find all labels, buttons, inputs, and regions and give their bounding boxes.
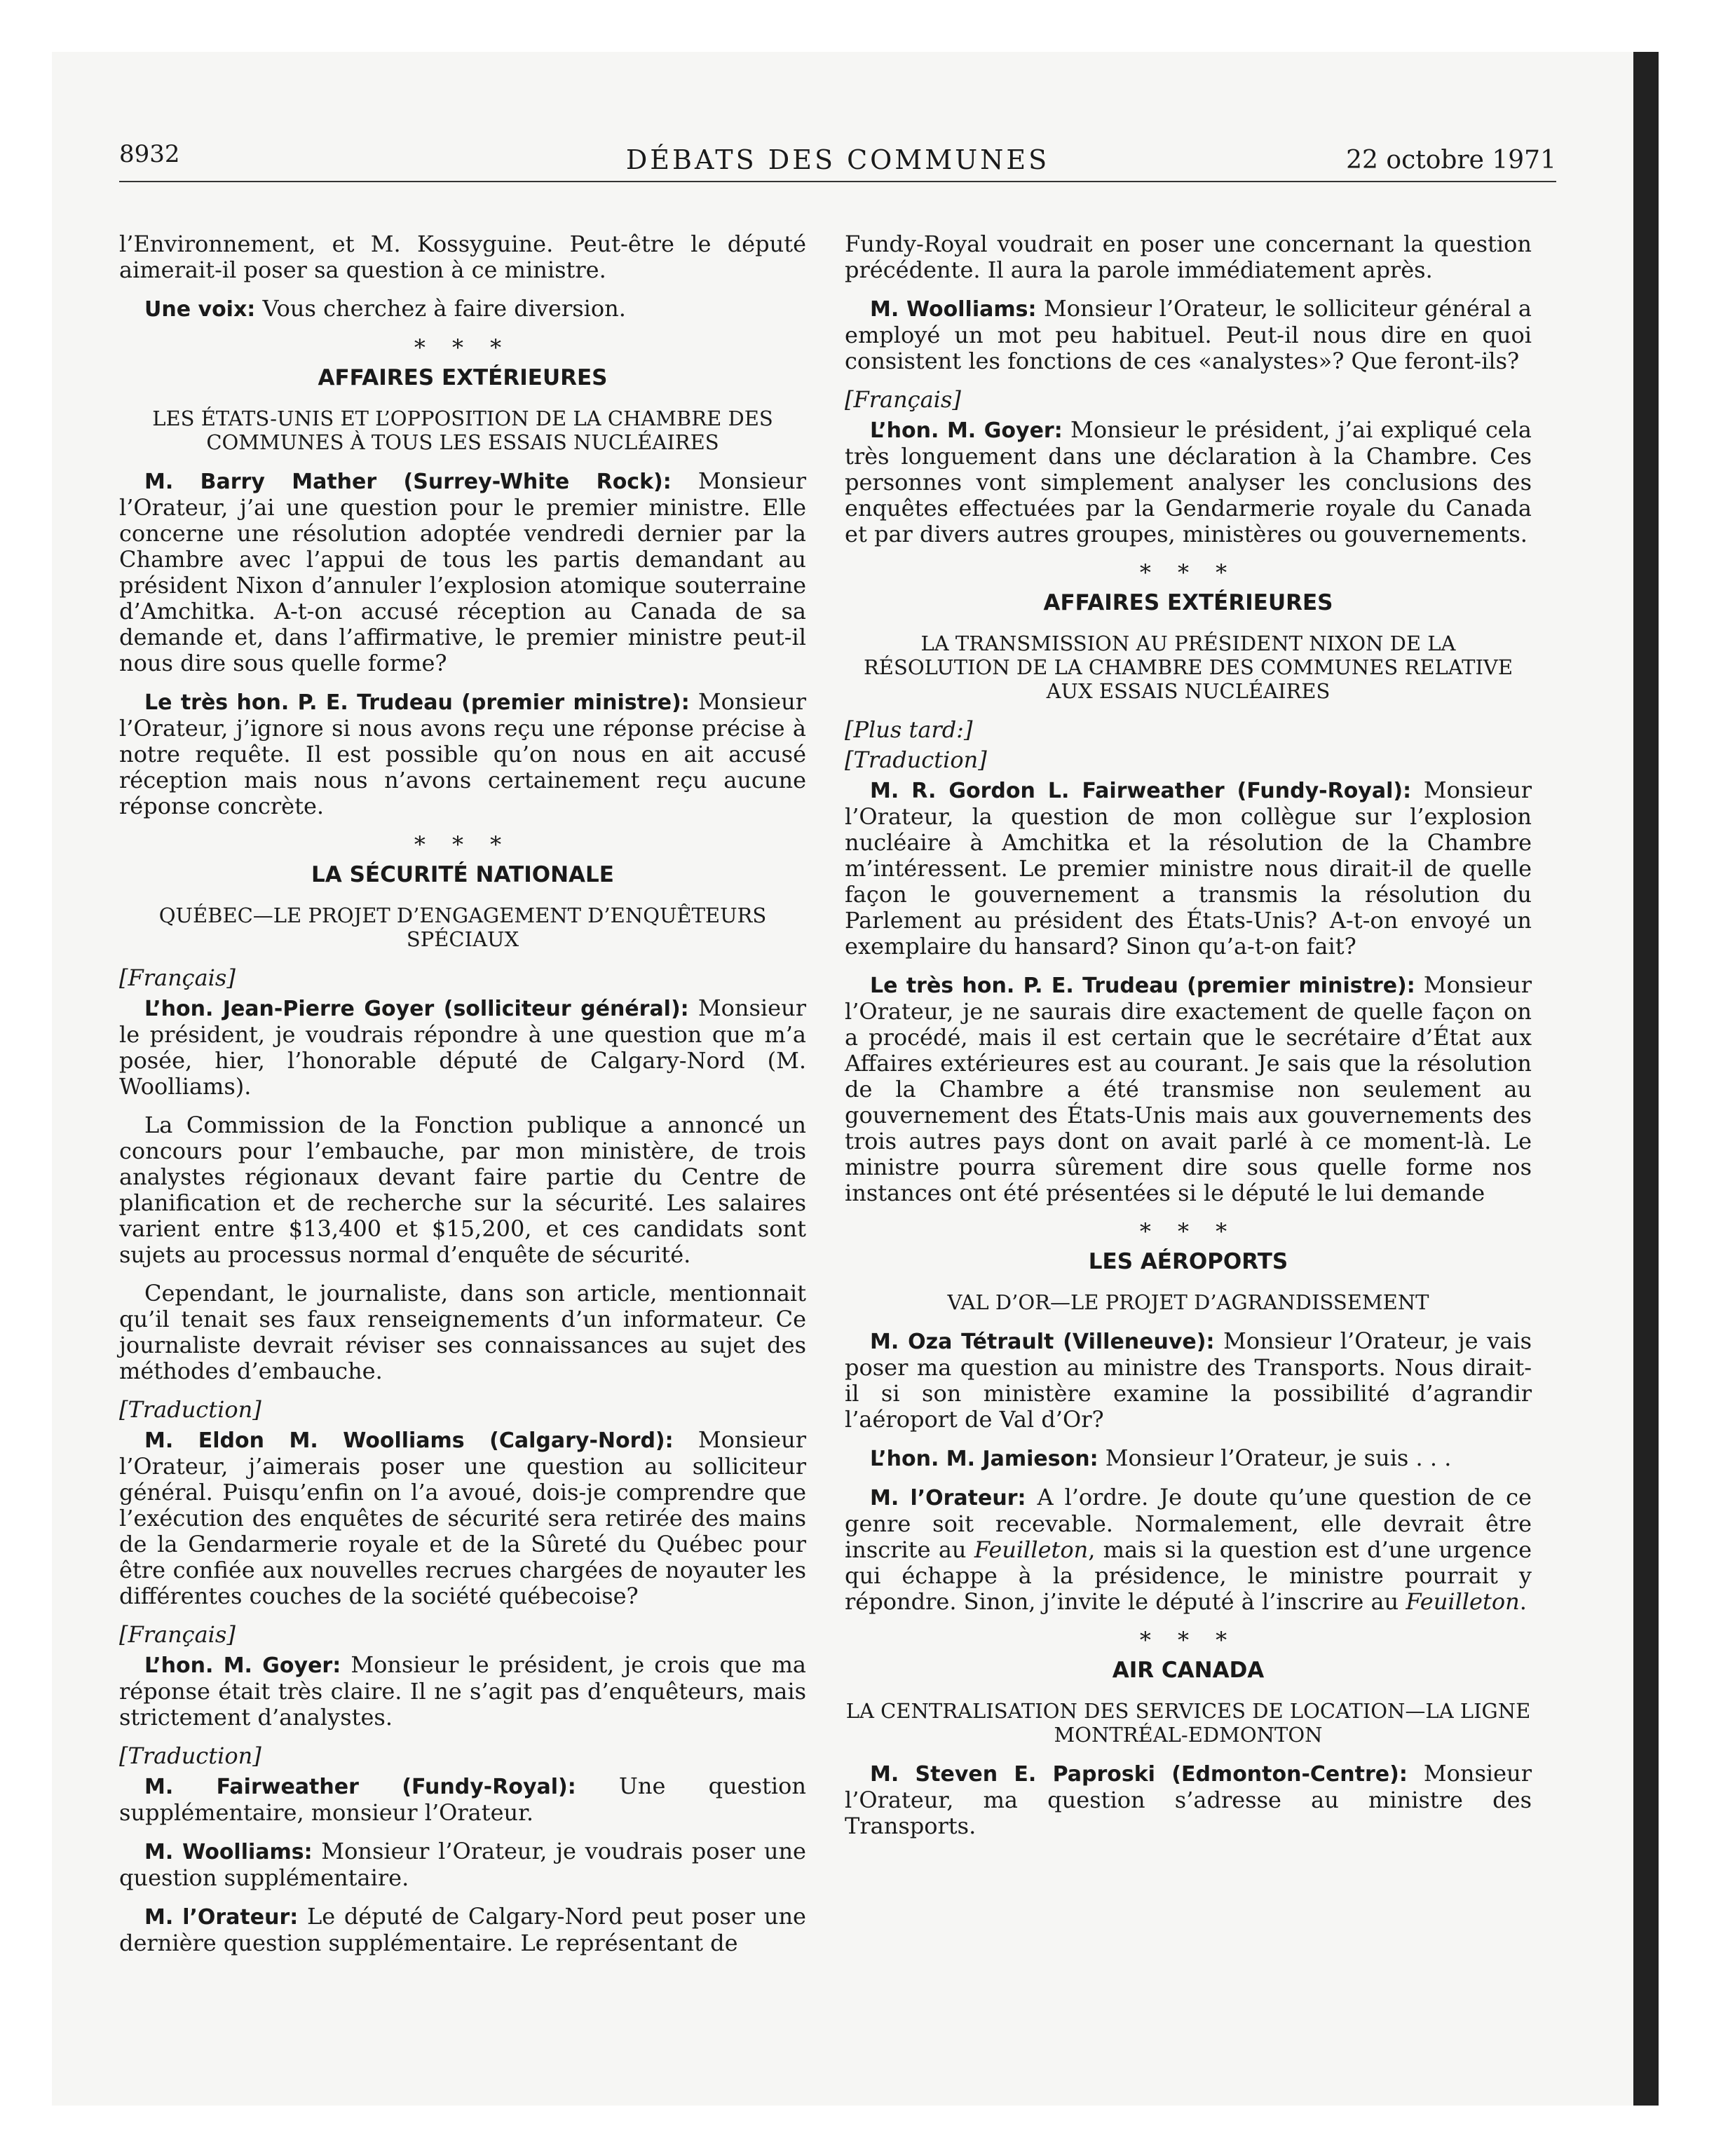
speech-text: Monsieur l’Orateur, je vais poser ma question au ministre des Transports. Nous dirait-il si son ministère examine la possibilité d’agrandir l’aéroport de Val d’Or? (845, 1328, 1532, 1433)
paragraph (119, 1427, 806, 1609)
paragraph (119, 1904, 806, 1956)
page-date: 22 octobre 1971 (1346, 146, 1556, 175)
speaker-name: M. Fairweather (Fundy-Royal): (144, 1775, 576, 1799)
speech-text: Monsieur l’Orateur, j’ignore si nous avons reçu une réponse précise à notre requête. Il est possible qu’on nous en ait accusé réception mais nous n’avons certainement reçu aucune réponse concrète. (119, 688, 807, 819)
speech-text: Monsieur le président, je voudrais répondre à une question que m’a posée, hier, l’honorable député de Calgary-Nord (M. Woolliams). (119, 995, 807, 1100)
scan-edge-shadow (1633, 52, 1659, 2106)
paragraph (845, 1328, 1532, 1433)
speech-text: Monsieur l’Orateur, je ne saurais dire exactement de quelle façon on a procédé, mais il est certain que le secrétaire d’État aux Affaires extérieures est au courant. Je sais que la résolution de la Chambre a été transmise non seulement au gouvernement des États-Unis mais aux gouvernements des trois autres pays dont on avait parlé à ce moment-là. Le ministre pourra sûrement dire sous quelle forme nos instances ont été présentées si le député le lui demande (845, 971, 1532, 1206)
speaker-name: M. Eldon M. Woolliams (Calgary-Nord): (144, 1428, 674, 1453)
section-separator: * * * (414, 334, 512, 361)
paragraph (119, 1652, 806, 1731)
section-heading: LES AÉROPORTS (1088, 1249, 1288, 1274)
language-note: [Plus tard:] (845, 716, 973, 743)
speaker-name: L’hon. M. Jamieson: (870, 1447, 1098, 1471)
speaker-name: M. l’Orateur: (144, 1905, 299, 1930)
paragraph (845, 972, 1532, 1206)
section-separator: * * * (1139, 1627, 1237, 1653)
speaker-name: L’hon. Jean-Pierre Goyer (solliciteur général): (144, 997, 689, 1021)
speech-text: Vous cherchez à faire diversion. (255, 295, 626, 322)
publication-title: DÉBATS DES COMMUNES (625, 144, 1050, 175)
paragraph (119, 689, 806, 819)
paragraph (119, 1773, 806, 1826)
paragraph: Cependant, le journaliste, dans son article, mentionnait qu’il tenait ses faux renseignements d’un informateur. Ce journaliste devrait réviser ses connaissances au sujet des méthodes d’embauche. (119, 1280, 806, 1384)
paragraph: l’Environnement, et M. Kossyguine. Peut-être le député aimerait-il poser sa question à ce ministre. (119, 231, 806, 283)
speech-text: . (1519, 1588, 1527, 1615)
paragraph: La Commission de la Fonction publique a annoncé un concours pour l’embauche, par mon ministère, de trois analystes régionaux devant faire partie du Centre de planification et de recherche sur la sécurité. Les salaires varient entre $13,400 et $15,200, et ces candidats sont sujets au processus normal d’enquête de sécurité. (119, 1112, 806, 1268)
section-heading: AFFAIRES EXTÉRIEURES (318, 365, 608, 390)
speech-text: Le député de Calgary-Nord peut poser une dernière question supplémentaire. Le représentant de (119, 1903, 806, 1956)
paragraph (119, 995, 806, 1100)
speech-text: Monsieur l’Orateur, je voudrais poser une question supplémentaire. (119, 1838, 806, 1891)
paragraph (845, 777, 1532, 960)
section-heading: AFFAIRES EXTÉRIEURES (1043, 590, 1333, 615)
paragraph (119, 296, 806, 322)
header-rule (119, 181, 1556, 182)
speech-text: Monsieur l’Orateur, la question de mon collègue sur l’explosion nucléaire à Amchitka et la résolution de la Chambre m’intéressent. Le premier ministre nous dirait-il de quelle façon le gouvernement a transmis la résolution du Parlement au président des États-Unis? A-t-on envoyé un exemplaire du hansard? Sinon qu’a-t-on fait? (845, 777, 1532, 960)
speaker-name: M. Steven E. Paproski (Edmonton-Centre): (870, 1762, 1408, 1787)
language-note: [Traduction] (119, 1396, 261, 1423)
speaker-name: Le très hon. P. E. Trudeau (premier ministre): (144, 690, 690, 715)
speaker-name: Le très hon. P. E. Trudeau (premier ministre): (870, 974, 1415, 998)
speech-text: Une question supplémentaire, monsieur l’Orateur. (119, 1773, 806, 1826)
paragraph (119, 468, 806, 676)
speaker-name: M. Woolliams: (144, 1840, 313, 1864)
section-separator: * * * (1139, 1218, 1237, 1245)
section-heading: AIR CANADA (1112, 1658, 1265, 1683)
paragraph: Fundy-Royal voudrait en poser une concernant la question précédente. Il aura la parole immédiatement après. (845, 231, 1532, 283)
language-note: [Traduction] (845, 746, 987, 773)
section-separator: * * * (414, 831, 512, 858)
speech-text: Monsieur l’Orateur, ma question s’adresse au ministre des Transports. (845, 1760, 1532, 1839)
section-subheading: LA CENTRALISATION DES SERVICES DE LOCATION—LA LIGNE MONTRÉAL-EDMONTON (845, 1699, 1531, 1747)
speaker-name: Une voix: (144, 297, 256, 322)
paragraph (119, 1838, 806, 1891)
section-heading: LA SÉCURITÉ NATIONALE (311, 862, 614, 887)
section-subheading: LES ÉTATS-UNIS ET L’OPPOSITION DE LA CHAMBRE DES COMMUNES À TOUS LES ESSAIS NUCLÉAIRES (152, 407, 773, 454)
speech-text: Monsieur l’Orateur, j’ai une question pour le premier ministre. Elle concerne une résolution adoptée vendredi dernier par la Chambre avec l’appui de tous les partis demandant au président Nixon d’annuler l’explosion atomique souterraine d’Amchitka. A-t-on accusé réception au Canada de sa demande et, dans l’affirmative, le premier ministre peut-il nous dire sous quelle forme? (119, 468, 806, 676)
language-note: [Français] (119, 1621, 236, 1648)
italic-term: Feuilleton (974, 1536, 1089, 1563)
language-note: [Traduction] (119, 1742, 261, 1769)
language-note: [Français] (845, 386, 961, 413)
paragraph (845, 1445, 1532, 1472)
paragraph (845, 1485, 1532, 1615)
speaker-name: M. Oza Tétrault (Villeneuve): (870, 1330, 1215, 1354)
left-column (119, 231, 806, 1969)
speaker-name: L’hon. M. Goyer: (870, 418, 1063, 443)
speech-text: Monsieur l’Orateur, j’aimerais poser une question au solliciteur général. Puisqu’enfin on l’a avoué, dois-je comprendre que l’exécution des enquêtes de sécurité sera retirée des mains de la Gendarmerie royale et de la Sûreté du Québec pour être confiée aux nouvelles recrues chargées de noyauter les différentes couches de la société québecoise? (119, 1426, 807, 1609)
speaker-name: M. Barry Mather (Surrey-White Rock): (144, 470, 672, 494)
section-subheading: VAL D’OR—LE PROJET D’AGRANDISSEMENT (947, 1290, 1429, 1314)
speech-text: Monsieur l’Orateur, le solliciteur général a employé un mot peu habituel. Peut-il nous dire en quoi consistent les fonctions de ces «analystes»? Que feront-ils? (845, 295, 1532, 374)
speaker-name: L’hon. M. Goyer: (144, 1653, 341, 1678)
section-subheading: LA TRANSMISSION AU PRÉSIDENT NIXON DE LA RÉSOLUTION DE LA CHAMBRE DES COMMUNES RELATIVE AUX ESSAIS NUCLÉAIRES (863, 632, 1513, 703)
speaker-name: M. l’Orateur: (870, 1486, 1026, 1510)
speech-text: Monsieur l’Orateur, je suis . . . (1098, 1445, 1452, 1471)
right-column (845, 231, 1532, 1852)
speech-text: Monsieur le président, j’ai expliqué cela très longuement dans une déclaration à la Chambre. Ces personnes vont simplement analyser les conclusions des enquêtes effectuées par la Gendarmerie royale du Canada et par divers autres groupes, ministères ou gouvernements. (845, 416, 1532, 547)
paragraph (845, 296, 1532, 374)
speech-text: Monsieur le président, je crois que ma réponse était très claire. Il ne s’agit pas d’enquêteurs, mais strictement d’analystes. (119, 1651, 807, 1731)
speaker-name: M. R. Gordon L. Fairweather (Fundy-Royal): (870, 779, 1412, 803)
section-subheading: QUÉBEC—LE PROJET D’ENGAGEMENT D’ENQUÊTEURS SPÉCIAUX (158, 903, 767, 951)
italic-term: Feuilleton (1406, 1588, 1520, 1615)
page-number: 8932 (119, 140, 180, 168)
language-note: [Français] (119, 964, 236, 991)
speech-text: , mais si la question est d’une urgence qui échappe à la présidence, le ministre pourrait y répondre. Sinon, j’invite le député à l’inscrire au (845, 1536, 1532, 1615)
page-header (119, 140, 1556, 182)
paragraph (845, 1761, 1532, 1839)
paragraph (845, 417, 1532, 547)
speaker-name: M. Woolliams: (870, 297, 1037, 322)
speech-text: A l’ordre. Je doute qu’une question de ce genre soit recevable. Normalement, elle devrait être inscrite au (845, 1484, 1532, 1563)
section-separator: * * * (1139, 559, 1237, 586)
